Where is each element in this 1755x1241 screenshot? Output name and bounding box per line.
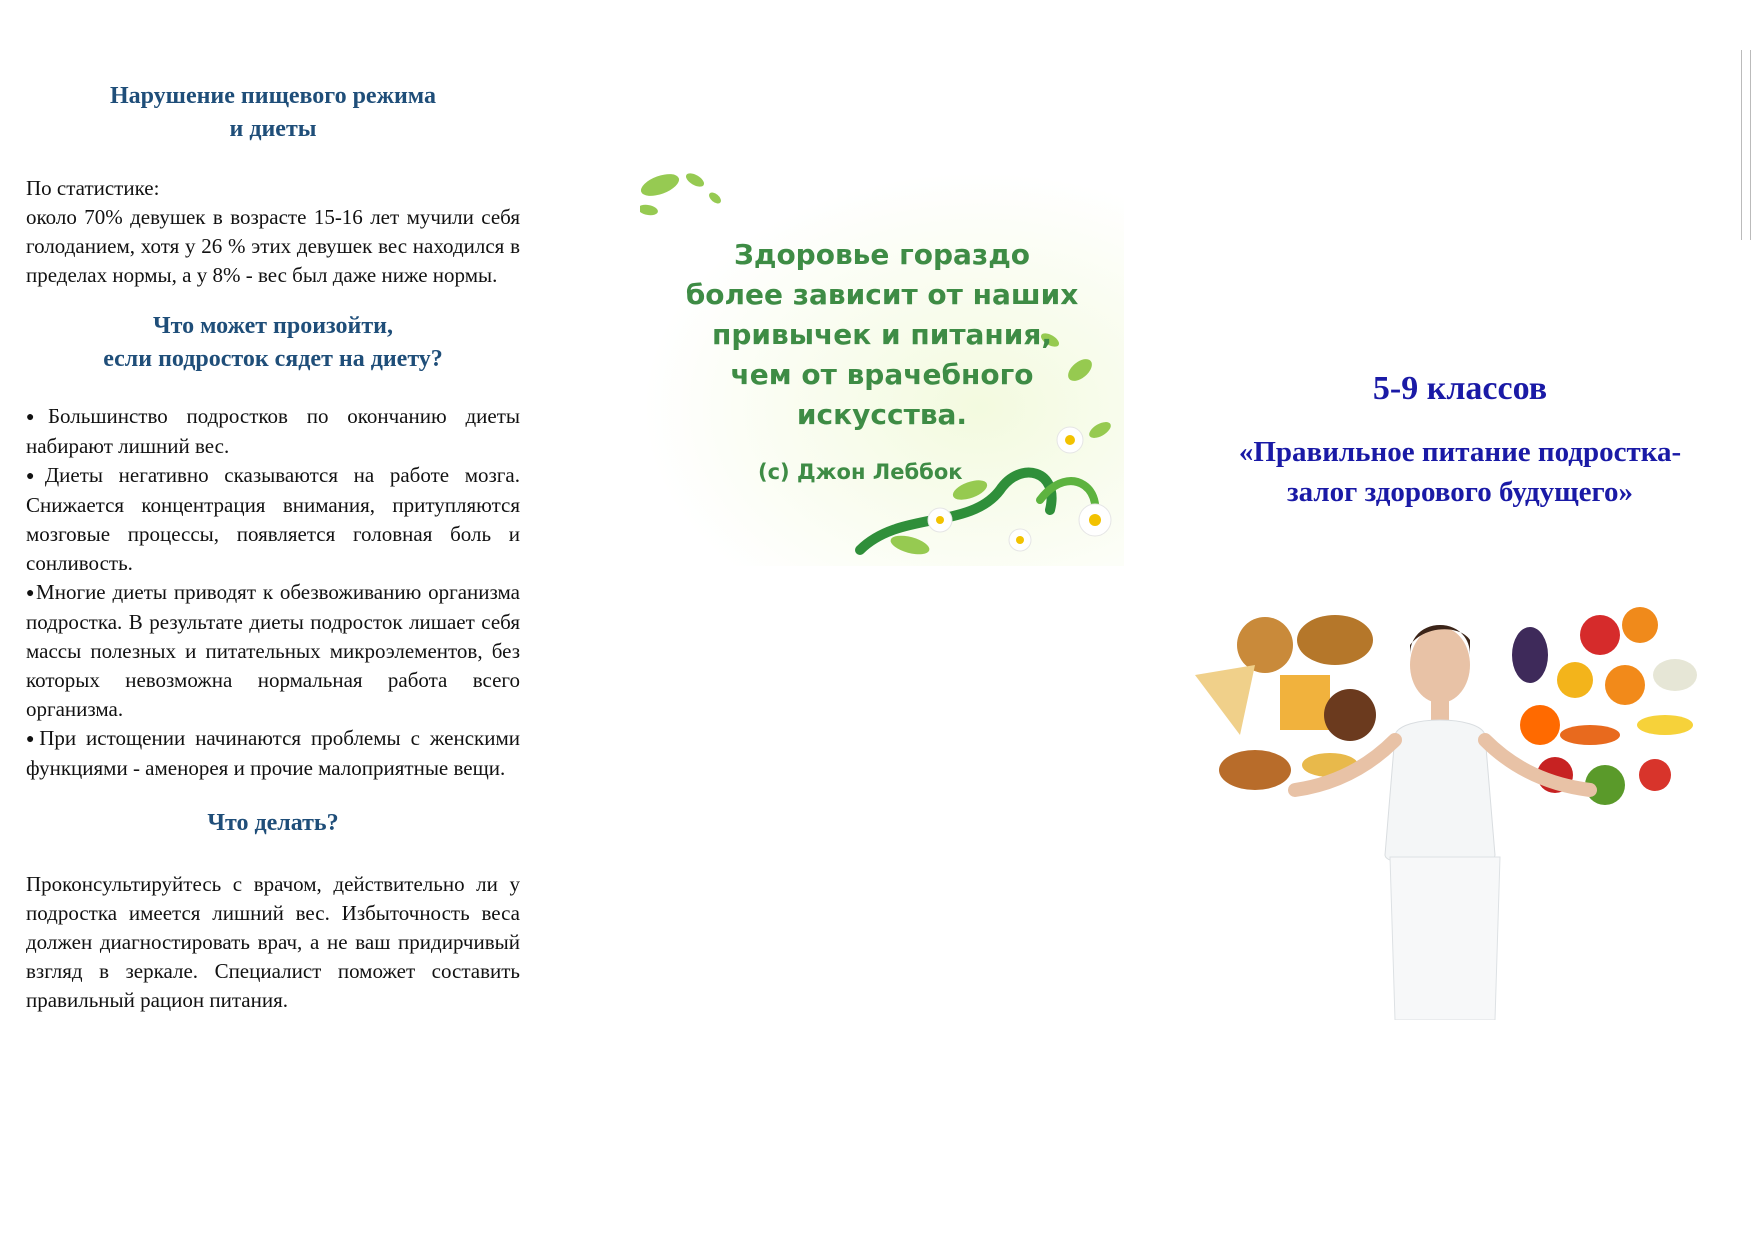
brochure-title bbox=[1180, 432, 1740, 512]
bullet-icon: ● bbox=[26, 586, 37, 601]
heading-line: если подросток сядет на диету? bbox=[103, 346, 443, 372]
list-item-text: Большинство подростков по окончанию диеты набирают лишний вес. bbox=[26, 404, 520, 458]
junk-food-group bbox=[1195, 615, 1376, 790]
girl-with-food-illustration bbox=[1195, 595, 1735, 1020]
list-item-text: Многие диеты приводят к обезвоживанию организма подростка. В результате диеты подросток лишает себя массы полезных и питательных микроэлементов, без которых невозможна нормальная работа всего организма. bbox=[26, 580, 520, 721]
heading-what-to-do: Что делать? bbox=[207, 810, 339, 836]
bullet-icon: ● bbox=[26, 732, 40, 747]
list-item bbox=[26, 578, 520, 724]
bullet-icon: ● bbox=[26, 469, 45, 484]
advice-text: Проконсультируйтесь с врачом, действительно ли у подростка имеется лишний вес. Избыточность веса должен диагностировать врач, а не ваш придирчивый взгляд в зеркале. Специалист поможет составить правильный рацион питания. bbox=[26, 872, 520, 1012]
list-item-text: Диеты негативно сказываются на работе мозга. Снижается концентрация внимания, притупляются мозговые процессы, появляется головная боль и сонливость. bbox=[26, 463, 520, 575]
heading-diet-violation bbox=[26, 80, 520, 146]
list-item-text: При истощении начинаются проблемы с женскими функциями - аменорея и прочие малоприятные вещи. bbox=[26, 726, 520, 780]
quote-card bbox=[640, 170, 1124, 566]
heading-what-happens bbox=[26, 310, 520, 376]
stats-label: По статистике: bbox=[26, 176, 160, 200]
heading-line: и диеты bbox=[229, 116, 317, 142]
title-line: залог здорового будущего» bbox=[1286, 476, 1633, 508]
heading-line: Что может произойти, bbox=[153, 313, 393, 339]
consequences-list bbox=[26, 402, 520, 783]
list-item bbox=[26, 461, 520, 578]
bullet-icon: ● bbox=[26, 410, 48, 425]
list-item bbox=[26, 724, 520, 783]
left-column bbox=[26, 80, 520, 1015]
heading-line: Нарушение пищевого режима bbox=[109, 83, 436, 109]
list-item bbox=[26, 402, 520, 461]
grades-label: 5-9 классов bbox=[1372, 370, 1548, 407]
title-line: «Правильное питание подростка- bbox=[1238, 436, 1682, 468]
page-edge-marker bbox=[1741, 50, 1751, 240]
quote-author: (с) Джон Леббок bbox=[758, 460, 963, 484]
girl-figure bbox=[1295, 625, 1590, 1020]
quote-text: Здоровье гораздо более зависит от наших привычек и питания, чем от врачебного искусства. bbox=[685, 238, 1079, 431]
stats-text: около 70% девушек в возрасте 15-16 лет мучили себя голоданием, хотя у 26 % этих девушек вес находился в пределах нормы, а у 8% - вес был даже ниже нормы. bbox=[26, 205, 520, 287]
